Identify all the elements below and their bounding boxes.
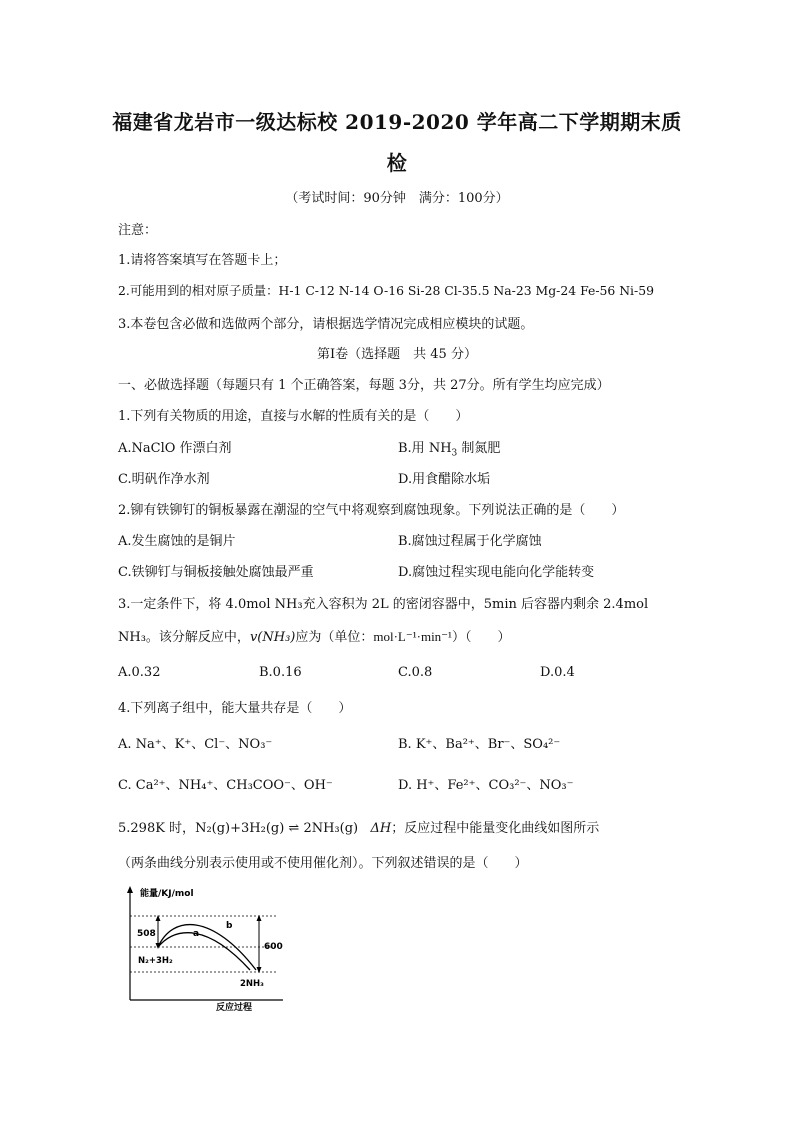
q2-stem: 2.铆有铁铆钉的铜板暴露在潮湿的空气中将观察到腐蚀现象。下列说法正确的是（ ） — [118, 503, 625, 518]
energy-arrow-up — [257, 915, 262, 921]
q4-option-b: B. K⁺、Ba²⁺、Br⁻、SO₄²⁻ — [398, 737, 561, 752]
section1-heading: 一、必做选择题（每题只有 1 个正确答案，每题 3分，共 27分。所有学生均应完成） — [118, 378, 610, 393]
label-600: 600 — [264, 942, 283, 952]
q3-option-a: A.0.32 — [118, 665, 161, 680]
q3-line-1: 3.一定条件下，将 4.0mol NH₃充入容积为 2L 的密闭容器中，5min 后容器内剩余 2.4mol — [118, 597, 649, 612]
label-508: 508 — [137, 929, 156, 939]
note-1: 1.请将答案填写在答题卡上； — [118, 253, 287, 268]
q1-option-b: B.用 $NH_3$ 制氮肥 — [398, 441, 501, 459]
reactants-label: N₂+3H₂ — [138, 956, 173, 966]
part1-heading: 第Ⅰ卷（选择题 共 45 分） — [317, 347, 477, 362]
q2-option-d: D.腐蚀过程实现电能向化学能转变 — [398, 565, 595, 580]
y-axis-arrow — [127, 886, 133, 893]
notes-heading: 注意： — [118, 223, 158, 238]
energy-diagram — [118, 884, 298, 1016]
note-2: 2.可能用到的相对原子质量：H-1 C-12 N-14 O-16 Si-28 Cl-35.5 Na-23 Mg-24 Fe-56 Ni-59 — [118, 283, 654, 298]
q1-option-c: C.明矾作净水剂 — [118, 472, 210, 487]
q2-option-b: B.腐蚀过程属于化学腐蚀 — [398, 534, 542, 549]
q3-option-b: B.0.16 — [259, 665, 302, 680]
q2-option-a: A.发生腐蚀的是铜片 — [118, 534, 236, 549]
q2-option-c: C.铁铆钉与铜板接触处腐蚀最严重 — [118, 565, 314, 580]
x-axis-label: 反应过程 — [216, 1003, 253, 1013]
note-3: 3.本卷包含必做和选做两个部分，请根据选学情况完成相应模块的试题。 — [118, 317, 534, 332]
q3-line-2: NH₃。该分解反应中，v(NH₃)应为（单位：mol·L⁻¹·min⁻¹）（ ） — [118, 629, 511, 645]
title-line-1: 福建省龙岩市一级达标校 2019-2020 学年高二下学期期末质 — [112, 110, 682, 134]
q1-stem: 1.下列有关物质的用途，直接与水解的性质有关的是（ ） — [118, 409, 469, 424]
q4-option-a: A. Na⁺、K⁺、Cl⁻、NO₃⁻ — [118, 737, 273, 752]
q3-option-c: C.0.8 — [398, 665, 433, 680]
energy-arrow-down — [257, 967, 262, 973]
q4-option-d: D. H⁺、Fe²⁺、CO₃²⁻、NO₃⁻ — [398, 778, 574, 793]
q4-option-c: C. Ca²⁺、NH₄⁺、CH₃COO⁻、OH⁻ — [118, 778, 333, 793]
q1-option-a: A.NaClO 作漂白剂 — [118, 441, 232, 456]
curve-a-label: a — [193, 929, 200, 939]
products-label: 2NH₃ — [240, 979, 264, 989]
exam-info: （考试时间：90分钟 满分：100分） — [285, 191, 509, 206]
q4-stem: 4.下列离子组中，能大量共存是（ ） — [118, 701, 352, 716]
curve-b-label: b — [226, 921, 233, 931]
q5-line-2: （两条曲线分别表示使用或不使用催化剂）。下列叙述错误的是（ ） — [118, 856, 528, 871]
q3-option-d: D.0.4 — [540, 665, 575, 680]
title-line-2: 检 — [386, 151, 408, 175]
q1-option-d: D.用食醋除水垢 — [398, 472, 491, 487]
q5-line-1: 5.298K 时，N₂(g)+3H₂(g) ⇌ 2NH₃(g) ΔH；反应过程中能量变化曲线如图所示 — [118, 821, 600, 836]
y-axis-label: 能量/KJ/mol — [140, 889, 194, 899]
